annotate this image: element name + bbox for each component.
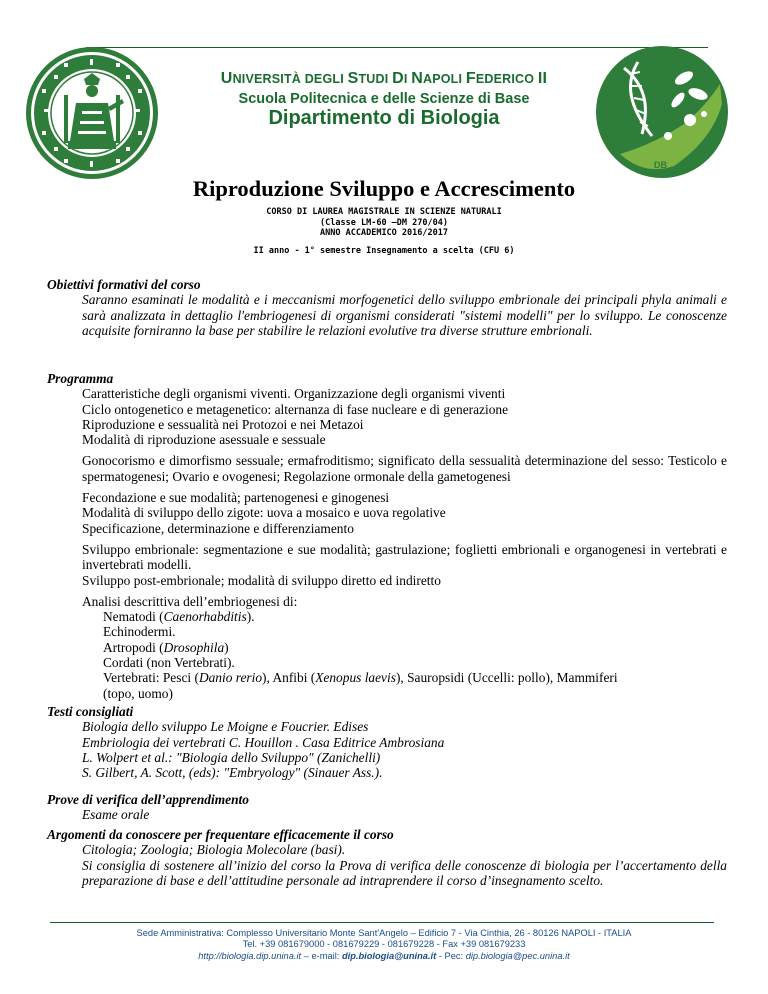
book-item: L. Wolpert et al.: "Biologia dello Sviluppo" (Zanichelli) xyxy=(82,749,381,765)
section-testi xyxy=(47,704,727,780)
section-heading: Programma xyxy=(47,371,114,386)
footer-phone: Tel. +39 081679000 - 081679229 - 081679228 - Fax +39 081679233 xyxy=(242,939,526,950)
course-class: (Classe LM-60 –DM 270/04) xyxy=(320,217,448,228)
section-argomenti xyxy=(47,827,727,888)
program-line: Specificazione, determinazione e differenziamento xyxy=(82,520,354,536)
program-line: Modalità di riproduzione asessuale e sessuale xyxy=(82,432,326,448)
section-obiettivi xyxy=(47,277,727,338)
university-name: UNIVERSITÀ DEGLI STUDI DI NAPOLI FEDERICO II xyxy=(220,70,548,87)
footer-address: Sede Amministrativa: Complesso Universitario Monte Sant'Angelo – Edificio 7 - Via Cinthia, 26 - 80126 NAPOLI - ITALIA xyxy=(136,928,632,938)
footer xyxy=(0,928,768,962)
section-heading: Argomenti da conoscere per frequentare efficacemente il corso xyxy=(47,827,394,842)
section-prove xyxy=(47,792,727,823)
email-link[interactable]: dip.biologia@unina.it xyxy=(341,950,437,961)
school-name: Scuola Politecnica e delle Scienze di Base xyxy=(238,91,530,107)
organism-item: (topo, uomo) xyxy=(103,685,173,701)
section-programma xyxy=(47,371,727,701)
course-degree-block xyxy=(0,207,768,239)
program-line: Modalità di sviluppo dello zigote: uova a mosaico e uova regolative xyxy=(82,505,446,521)
svg-text:DB: DB xyxy=(654,160,667,170)
program-line: Fecondazione e sue modalità; partenogenesi e ginogenesi xyxy=(82,490,390,506)
program-line: Riproduzione e sessualità nei Protozoi e nei Metazoi xyxy=(82,416,364,432)
course-title: Riproduzione Sviluppo e Accrescimento xyxy=(192,176,576,201)
program-line: Analisi descrittiva dell’embriogenesi di: xyxy=(82,593,298,609)
footer-rule xyxy=(50,922,714,923)
book-item: Embriologia dei vertebrati C. Houillon . Casa Editrice Ambrosiana xyxy=(82,734,445,750)
website-link[interactable]: http://biologia.dip.unina.it xyxy=(198,950,302,961)
section-text: Esame orale xyxy=(82,807,150,823)
section-heading: Prove di verifica dell’apprendimento xyxy=(47,792,249,807)
organism-item: Nematodi (Caenorhabditis). xyxy=(103,609,255,625)
section-text: Citologia; Zoologia; Biologia Molecolare (basi). xyxy=(82,842,346,858)
organism-item: Artropodi (Drosophila) xyxy=(103,639,229,655)
program-line: Sviluppo post-embrionale; modalità di sviluppo diretto ed indiretto xyxy=(82,572,441,588)
program-line: Caratteristiche degli organismi viventi. Organizzazione degli organismi viventi xyxy=(82,386,506,402)
course-degree: CORSO DI LAUREA MAGISTRALE IN SCIENZE NATURALI xyxy=(266,207,502,217)
section-heading: Obiettivi formativi del corso xyxy=(47,277,201,292)
organism-item: Vertebrati: Pesci (Danio rerio), Anfibi (Xenopus laevis), Sauropsidi (Uccelli: pollo), Mammiferi xyxy=(103,670,618,686)
organism-item: Echinodermi. xyxy=(103,624,176,640)
academic-year: ANNO ACCADEMICO 2016/2017 xyxy=(320,228,448,238)
organism-item: Cordati (non Vertebrati). xyxy=(103,655,235,671)
course-info: II anno - 1° semestre Insegnamento a scelta (CFU 6) xyxy=(253,246,515,256)
pec-link[interactable]: dip.biologia@pec.unina.it xyxy=(465,950,570,961)
section-text: Saranno esaminati le modalità e i meccanismi morfogenetici dello sviluppo embrionale dei principali phyla animali e sarà analizzata in dettaglio l'embriogenesi di organismi considerati "sistemi modelli" per lo sviluppo. Le conoscenze acquisite forniranno la base per stabilire le relazioni evolutive tra diverse strutture embrionali. xyxy=(82,292,727,338)
program-paragraph: Sviluppo embrionale: segmentazione e sue modalità; gastrulazione; foglietti embrionali e organogenesi in vertebrati e invertebrati modelli. xyxy=(82,541,727,573)
program-line: Ciclo ontogenetico e metagenetico: alternanza di fase nucleare e di generazione xyxy=(82,401,509,417)
book-item: S. Gilbert, A. Scott, (eds): "Embryology" (Sinauer Ass.). xyxy=(82,765,383,781)
department-name: Dipartimento di Biologia xyxy=(268,107,500,129)
book-item: Biologia dello sviluppo Le Moigne e Foucrier. Edises xyxy=(82,719,369,735)
section-text: Si consiglia di sostenere all’inizio del corso la Prova di verifica delle conoscenze di biologia per l’accertamento della preparazione di base e dell’attitudine personale ad intraprendere il corso d’insegnamento scelto. xyxy=(82,857,727,888)
footer-contacts: http://biologia.dip.unina.it – e-mail: dip.biologia@unina.it - Pec: dip.biologia@pec.unina.it xyxy=(198,950,570,961)
section-heading: Testi consigliati xyxy=(47,704,134,719)
program-paragraph: Gonocorismo e dimorfismo sessuale; ermafroditismo; significato della sessualità determinazione del sesso: Testicolo e spermatogenesi; Ovario e ovogenesi; Regolazione ormonale della gametogenesi xyxy=(82,453,727,484)
